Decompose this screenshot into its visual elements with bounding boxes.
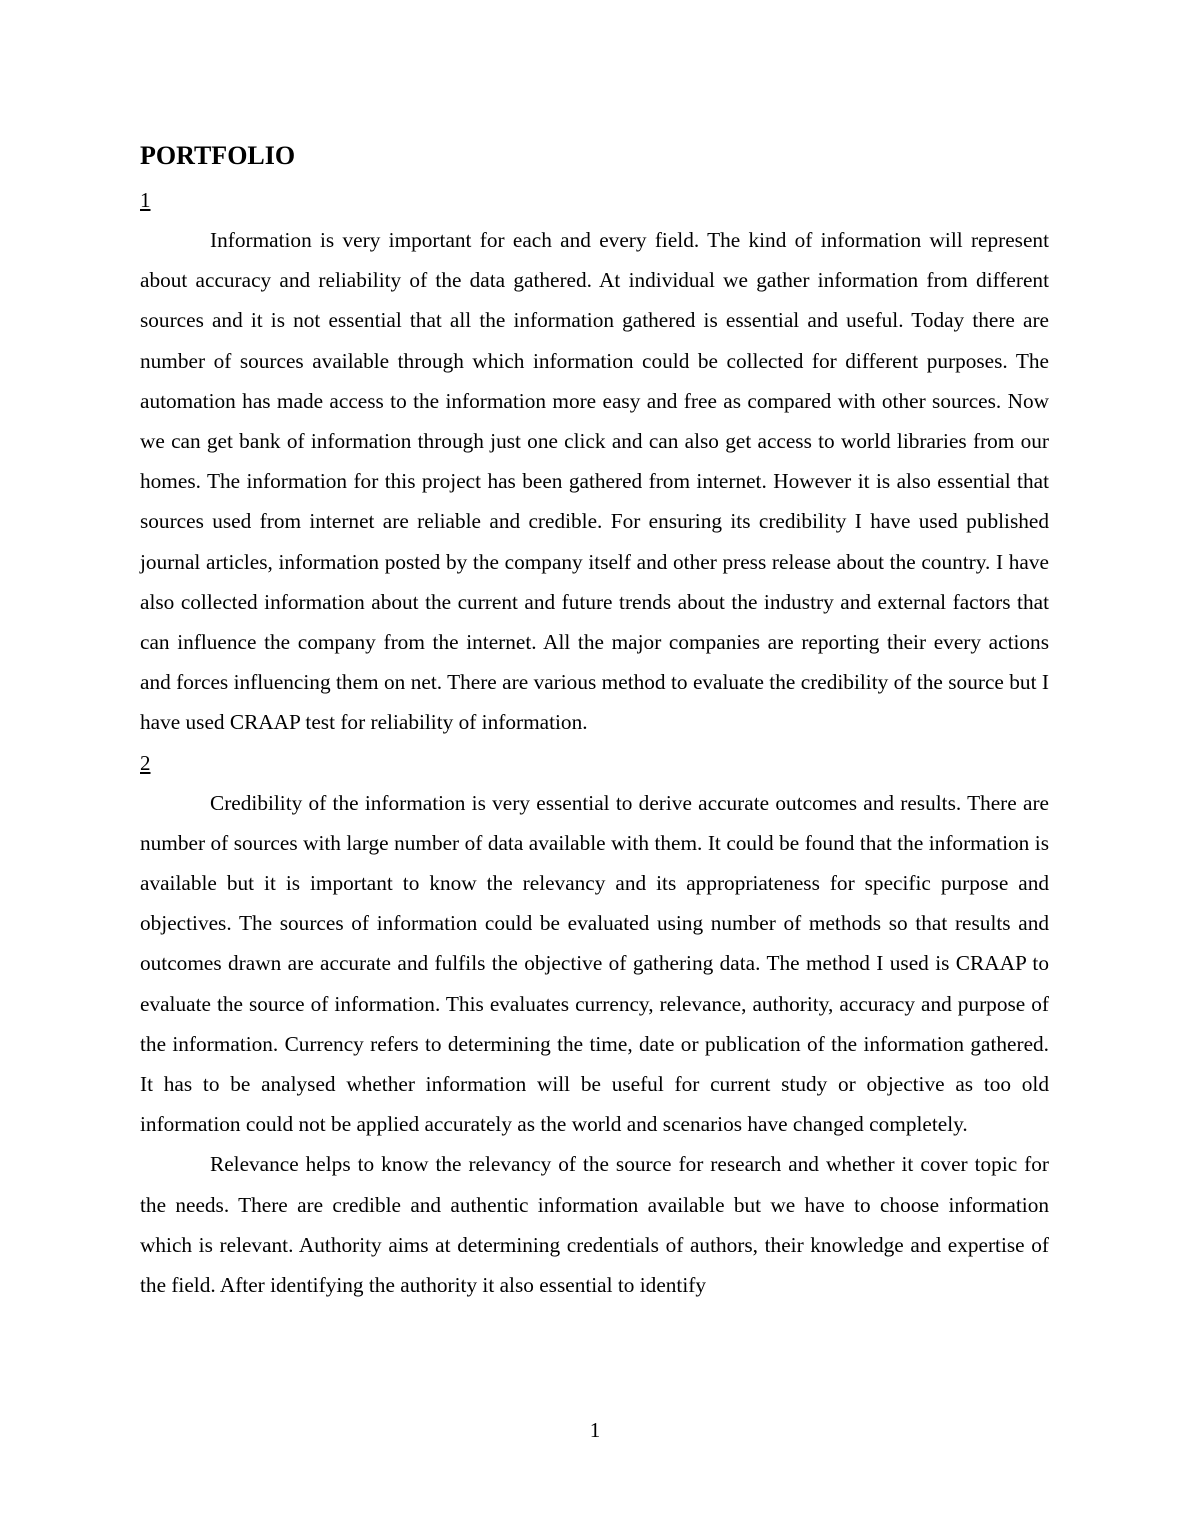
page-number: 1 — [589, 1418, 601, 1442]
section-2-paragraph-2: Relevance helps to know the relevancy of the source for research and whether it cover topic for the needs. There are credible and authentic information available but we have to choose information which is relevant. Authority aims at determining credentials of authors, their knowledge and expertise of the field. After identifying the authority it also essential to identify — [140, 1152, 1049, 1298]
section-number-1: 1 — [140, 188, 151, 212]
page-content — [140, 138, 1049, 1305]
section-number-2: 2 — [140, 750, 151, 775]
document-title: PORTFOLIO — [140, 141, 296, 170]
section-1-paragraph-1: Information is very important for each and every field. The kind of information will represent about accuracy and reliability of the data gathered. At individual we gather information from different sources and it is not essential that all the information gathered is essential and useful. Today there are number of sources available through which information could be collected for different purposes. The automation has made access to the information more easy and free as compared with other sources. Now we can get bank of information through just one click and can also get access to world libraries from our homes. The information for this project has been gathered from internet. However it is also essential that sources used from internet are reliable and credible. For ensuring its credibility I have used published journal articles, information posted by the company itself and other press release about the country. I have also collected information about the current and future trends about the industry and external factors that can influence the company from the internet. All the major companies are reporting their every actions and forces influencing them on net. There are various method to evaluate the credibility of the source but I have used CRAAP test for reliability of information. — [140, 228, 1049, 735]
section-2-paragraph-1: Credibility of the information is very essential to derive accurate outcomes and results. There are number of sources with large number of data available with them. It could be found that the information is available but it is important to know the relevancy and its appropriateness for specific purpose and objectives. The sources of information could be evaluated using number of methods so that results and outcomes drawn are accurate and fulfils the objective of gathering data. The method I used is CRAAP to evaluate the source of information. This evaluates currency, relevance, authority, accuracy and purpose of the information. Currency refers to determining the time, date or publication of the information gathered. It has to be analysed whether information will be useful for current study or objective as too old information could not be applied accurately as the world and scenarios have changed completely. — [140, 790, 1049, 1137]
